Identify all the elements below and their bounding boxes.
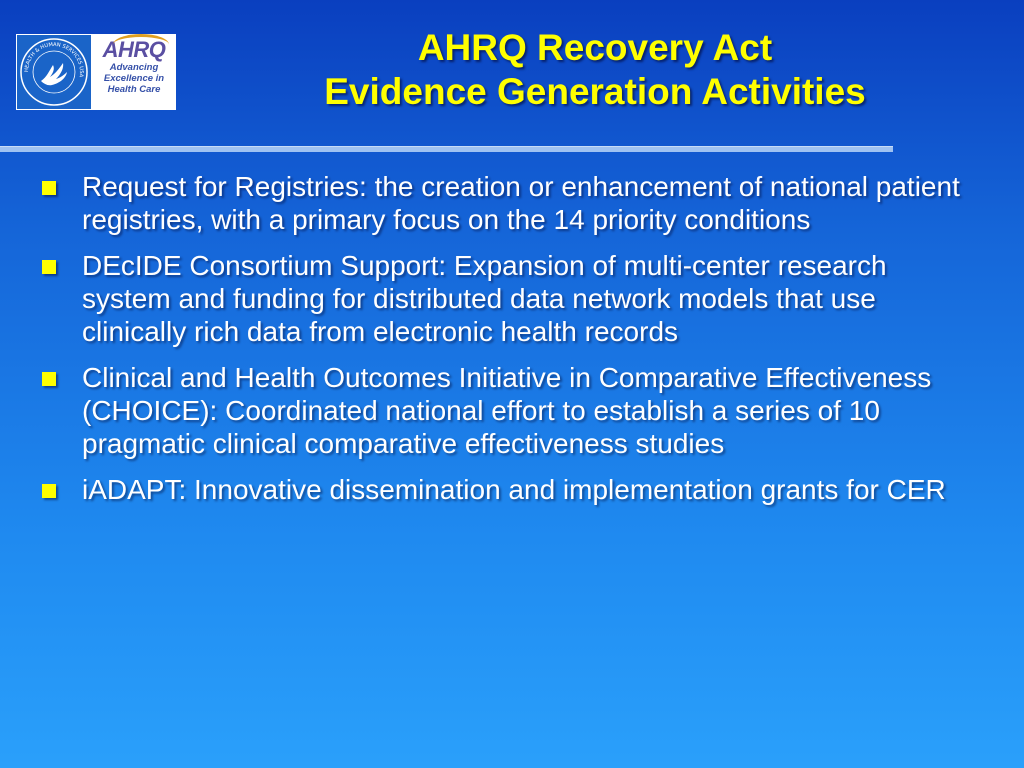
- ahrq-logo: [92, 34, 176, 110]
- square-bullet-icon: [42, 260, 56, 274]
- bullet-text: Request for Registries: the creation or enhancement of national patient registries, with a primary focus on the 14 priority conditions: [82, 171, 960, 235]
- hhs-eagle-icon: [19, 37, 89, 107]
- square-bullet-icon: [42, 181, 56, 195]
- bullet-item: [40, 249, 960, 348]
- ahrq-arc-icon: [113, 34, 169, 55]
- bullet-text: Clinical and Health Outcomes Initiative in Comparative Effectiveness (CHOICE): Coordinated national effort to establish a series of 10 pragmatic clinical comparative effectiveness studies: [82, 362, 932, 459]
- slide-title: [180, 26, 1010, 114]
- logo-group: [16, 34, 176, 112]
- bullet-item: [40, 170, 960, 236]
- title-divider: [0, 146, 893, 152]
- hhs-seal-logo: [16, 34, 92, 110]
- ahrq-tagline-2: Excellence in: [103, 73, 165, 84]
- slide-title-line-2: Evidence Generation Activities: [324, 71, 866, 112]
- bullet-list: [40, 170, 960, 519]
- svg-text:HEALTH & HUMAN SERVICES USA: HEALTH & HUMAN SERVICES USA: [23, 41, 85, 78]
- ahrq-tagline-1: Advancing: [109, 62, 159, 73]
- ahrq-wordmark: AHRQ: [103, 38, 166, 62]
- square-bullet-icon: [42, 372, 56, 386]
- bullet-text: DEcIDE Consortium Support: Expansion of multi-center research system and funding for distributed data network models that use clinically rich data from electronic health records: [82, 250, 887, 347]
- bullet-text: iADAPT: Innovative dissemination and implementation grants for CER: [82, 474, 946, 505]
- slide-title-line-1: AHRQ Recovery Act: [417, 27, 773, 68]
- ahrq-tagline-3: Health Care: [107, 84, 161, 95]
- bullet-item: [40, 473, 960, 506]
- square-bullet-icon: [42, 484, 56, 498]
- bullet-item: [40, 361, 960, 460]
